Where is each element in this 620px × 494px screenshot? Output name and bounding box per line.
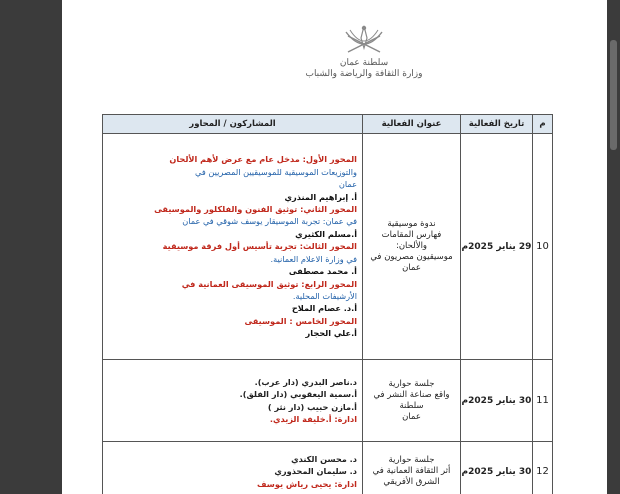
title-line: فهارس المقامات والألحان: <box>381 230 442 251</box>
row-date: 30 يناير 2025م <box>461 360 533 442</box>
speaker-name: أ. محمد مصطفى <box>288 266 357 277</box>
row-participants <box>103 360 363 442</box>
ministry-line-2: وزارة الثقافة والرياضة والشباب <box>305 69 423 79</box>
ministry-line-1: سلطنة عمان <box>339 58 389 68</box>
header-participants: المشاركون / المحاور <box>103 115 363 134</box>
axis-line: عمان <box>338 179 357 190</box>
speaker-name: أ.سمية اليعقوبي (دار الفلق). <box>239 389 357 400</box>
speaker-name: د. محسن الكندي <box>291 453 357 464</box>
speaker-name: د.ناصر البدري (دار عرب). <box>254 376 357 387</box>
row-title <box>363 134 461 360</box>
axis-line: المحور الخامس : الموسيقى <box>244 315 357 326</box>
header-num: م <box>533 115 553 134</box>
header-title: عنوان الفعالية <box>363 115 461 134</box>
axis-line: والتوزيعات الموسيقية للموسيقيين المصريين في <box>195 166 357 177</box>
axis-line: المحور الثالث: تجربة تأسيس أول فرقة موسيقية <box>162 241 357 252</box>
title-line: عمان <box>402 411 421 422</box>
row-date: 30 يناير 2025م <box>461 442 533 494</box>
axis-line: المحور الرابع: توثيق الموسيقى العمانية في <box>181 278 357 289</box>
table-row <box>103 442 553 494</box>
row-num: 10 <box>533 134 553 360</box>
table-row <box>103 360 553 442</box>
row-participants <box>103 134 363 360</box>
document-page <box>62 0 607 494</box>
oman-emblem-icon <box>334 22 394 62</box>
left-viewer-panel <box>0 0 62 494</box>
axis-line: في عمان: تجربة الموسيقار يوسف شوقي في عمان <box>182 216 357 227</box>
moderator-line: ادارة: أ.خليفة الزيدي. <box>269 413 357 424</box>
speaker-name: أ.د. عصام الملاح <box>291 303 357 314</box>
axis-line: المحور الثاني: توثيق الفنون والفلكلور والموسيقى <box>154 204 357 215</box>
row-participants <box>103 442 363 494</box>
scrollbar-thumb[interactable] <box>610 40 617 150</box>
title-line: الشرق الأفريقي <box>383 477 440 487</box>
speaker-name: أ.علي الحجار <box>305 328 357 339</box>
speaker-name: د. سليمان المحذوري <box>274 466 357 477</box>
speaker-name: أ.مازن حبيب (دار نثر ) <box>267 401 357 412</box>
title-line: أثر الثقافة العمانية في <box>372 466 451 476</box>
speaker-name: أ.مسلم الكثيري <box>295 228 357 239</box>
vertical-scrollbar[interactable] <box>607 0 620 494</box>
row-num: 12 <box>533 442 553 494</box>
axis-line: المحور الأول: مدخل عام مع عرض لأهم الألحان <box>169 154 357 165</box>
speaker-name: أ. إبراهيم المنذري <box>284 191 357 202</box>
title-line: جلسة حوارية <box>388 455 435 465</box>
ministry-name <box>284 58 444 80</box>
row-num: 11 <box>533 360 553 442</box>
events-table <box>102 114 553 494</box>
table-header-row <box>103 115 553 134</box>
title-line: جلسة حوارية <box>388 378 435 389</box>
moderator-line: ادارة: يحيى رياش يوسف <box>257 478 357 489</box>
axis-line: الأرشيفات المحلية. <box>292 290 357 301</box>
axis-line: في وزارة الاعلام العمانية. <box>270 253 357 264</box>
row-date: 29 يناير 2025م <box>461 134 533 360</box>
table-row <box>103 134 553 360</box>
title-line: موسيقيون مصريون في عمان <box>370 252 453 273</box>
row-title <box>363 442 461 494</box>
row-title <box>363 360 461 442</box>
header-date: تاريخ الفعالية <box>461 115 533 134</box>
title-line: واقع صناعة النشر في سلطنة <box>373 389 450 411</box>
title-line: ندوة موسيقية <box>387 219 436 229</box>
